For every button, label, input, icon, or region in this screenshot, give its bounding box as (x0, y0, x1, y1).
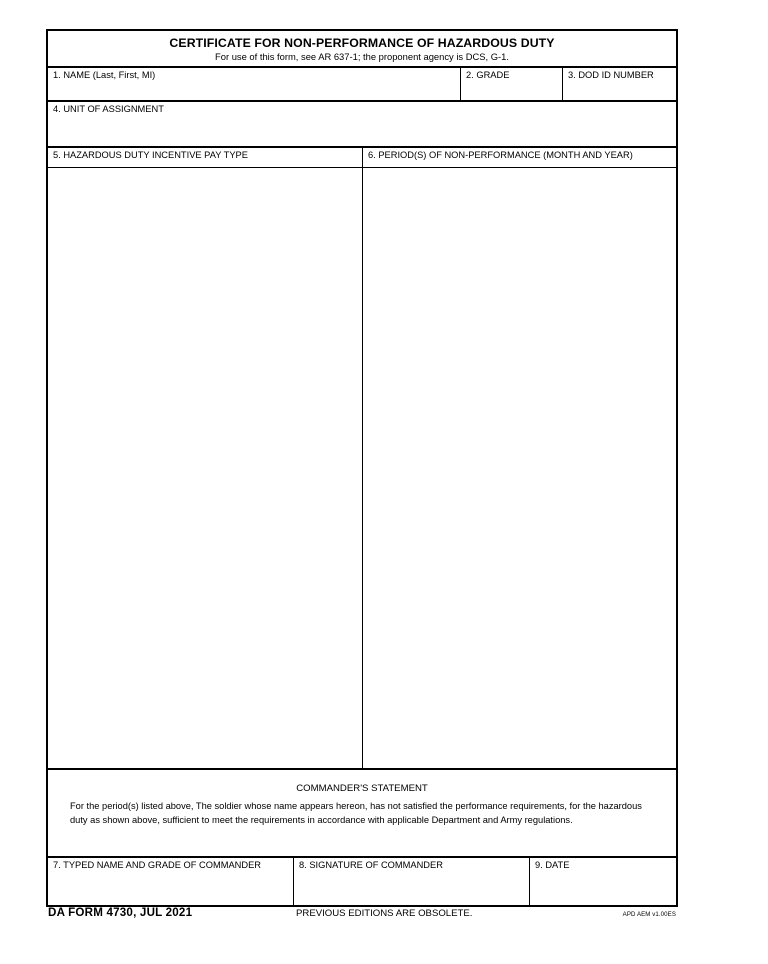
unit-row (48, 102, 676, 148)
field-typed-name[interactable] (48, 858, 293, 905)
field-signature[interactable] (293, 858, 529, 905)
field-name[interactable] (48, 68, 460, 100)
field-dod-id[interactable] (562, 68, 676, 100)
identity-row (48, 68, 676, 102)
pay-period-entry-row (48, 168, 676, 770)
field-unit[interactable] (48, 102, 676, 146)
field-grade[interactable] (460, 68, 562, 100)
form-title: CERTIFICATE FOR NON-PERFORMANCE OF HAZARDOUS DUTY (169, 36, 555, 50)
field-signature-label: 8. SIGNATURE OF COMMANDER (299, 860, 443, 870)
field-date-label: 9. DATE (535, 860, 570, 870)
field-dod-id-label: 3. DOD ID NUMBER (568, 70, 654, 80)
pay-period-caption-row (48, 148, 676, 168)
form-footer (46, 906, 678, 926)
field-pay-type-label: 5. HAZARDOUS DUTY INCENTIVE PAY TYPE (53, 150, 248, 160)
field-periods-label: 6. PERIOD(S) OF NON-PERFORMANCE (MONTH AND YEAR) (368, 150, 633, 160)
previous-editions-notice: PREVIOUS EDITIONS ARE OBSOLETE. (296, 908, 473, 919)
field-unit-label: 4. UNIT OF ASSIGNMENT (53, 104, 164, 114)
field-name-label: 1. NAME (Last, First, MI) (53, 70, 156, 80)
field-periods-input[interactable] (362, 168, 676, 768)
commanders-statement-title: COMMANDER'S STATEMENT (296, 783, 428, 794)
signature-row (48, 858, 676, 907)
commanders-statement-body: For the period(s) listed above, The soldier whose name appears hereon, has not satisfied the performance requirements, for the hazardous duty as shown above, sufficient to meet the requirements in accordance with applicable Department and Army regulations. (70, 801, 642, 825)
field-periods-header (362, 148, 676, 167)
form-subtitle: For use of this form, see AR 637-1; the proponent agency is DCS, G-1. (215, 51, 509, 62)
commanders-statement-row (48, 770, 676, 858)
field-date[interactable] (529, 858, 676, 905)
form-header (48, 31, 676, 68)
da-form-4730 (46, 29, 678, 907)
field-pay-type-input[interactable] (48, 168, 362, 768)
field-grade-label: 2. GRADE (466, 70, 510, 80)
field-typed-name-label: 7. TYPED NAME AND GRADE OF COMMANDER (53, 860, 262, 870)
form-id-label: DA FORM 4730, JUL 2021 (48, 906, 193, 919)
apd-version-label: APD AEM v1.00ES (622, 911, 676, 918)
commanders-statement (48, 770, 676, 856)
field-pay-type-header (48, 148, 362, 167)
